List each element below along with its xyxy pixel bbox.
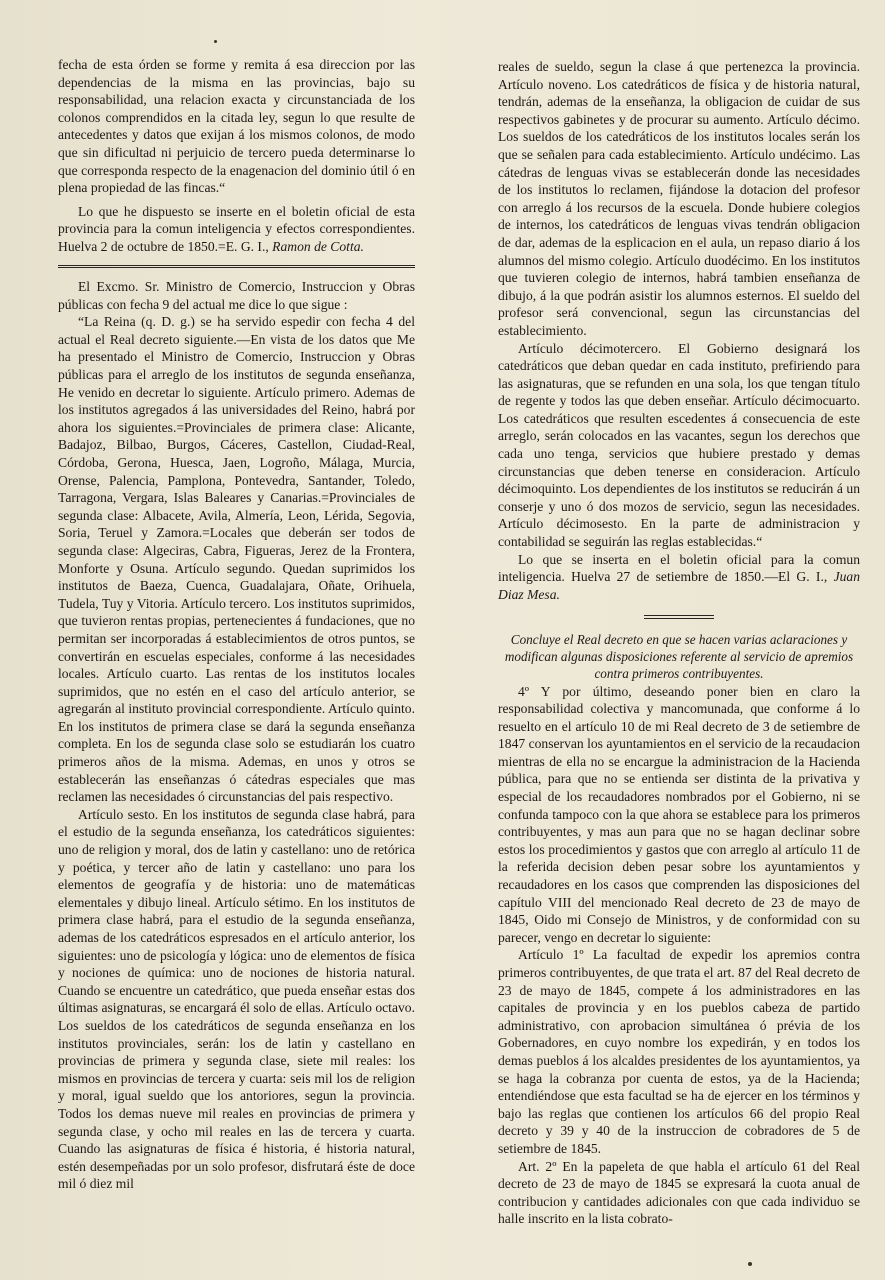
short-divider	[644, 615, 714, 619]
closing-paragraph	[498, 551, 860, 604]
decree-paragraph: Artículo décimotercero. El Gobierno designará los catedráticos que deban quedar en cada instituto, prefiriendo para las asignaturas, que se refunden en una sola, los que tengan título de regente y todos las que deben enseñar. Artículo décimocuarto. Los catedráticos que resulten escedentes á consecuencia de este arreglo, serán colocados en las vacantes, segun los derechos que cada uno tenga, servicios que hubiere prestado y demas circunstancias que deben tenerse en consideracion. Artículo décimoquinto. Los dependientes de los institutos se reducirán á un conserje y uno ó dos mozos de servicio, segun las necesidades. Artículo décimosesto. En la parte de administracion y contabilidad se seguirán las reglas establecidas.“	[498, 340, 860, 550]
decree-paragraph: Artículo sesto. En los institutos de segunda clase habrá, para el estudio de la segunda enseñanza, los catedráticos siguientes: uno de religion y moral, dos de latin y castellano: uno de retórica y poética, y tercer año de latin y castellano: uno para los elementos de geografía y de historia: uno de matemáticas elementales y dibujo lineal. Artículo sétimo. En los institutos de primera clase habrá, para el estudio de la segunda enseñanza, ademas de los catedráticos espresados en el artículo anterior, los siguientes: uno de psicología y lógica: uno de elementos de física y nociones de química: uno de nociones de historia natural. Cuando se encuentre un catedrático, que pueda enseñar estas dos últimas asignaturas, se encargará él solo de ellas. Artículo octavo. Los sueldos de los catedráticos de segunda enseñanza en los institutos provinciales, serán: los de latin y castellano en provincias de primera y segunda clase, siete mil reales: los mismos en provincias de tercera y cuarta: seis mil los de religion y moral, igual sueldo que los antoriores, segun la provincia. Todos los demas nueve mil reales en provincias de primera y segunda clase, y ocho mil reales en las de tercera y cuarta. Cuando las asignaturas de física é historia, é historia natural, estén desempeñadas por un solo profesor, disfrutará éste de doce mil ó diez mil	[58, 806, 415, 1192]
print-mark	[748, 1262, 752, 1266]
intro-paragraph: fecha de esta órden se forme y remita á esa direccion por las dependencias de la misma en las provincias, bajo su responsabilidad, una relacion exacta y circunstanciada de los colonos comprendidos en la citada ley, segun lo que resulte de antecedentes y datos que exijan á los mismos colonos, de modo que sin dificultad ni perjuicio de tercero pueda determinarse lo que corresponda respecto de la enagenacion del dominio útil ó en plena propiedad de las fincas.“	[58, 57, 415, 196]
decree-paragraph: 4º Y por último, deseando poner bien en claro la responsabilidad colectiva y mancomunada, que conforme á lo resuelto en el artículo 10 de mi Real decreto de 3 de setiembre de 1847 conservan los ayuntamientos en el servicio de la recaudacion mientras de ella no se encargue la administracion de la Hacienda pública, para que no se entienda ser distinta de la privativa y especial de los recaudadores nombrados por el Gobierno, ni se confunda tampoco con la que ahora se establece para los primeros contribuyentes, y mas aun para que no se hagan declinar sobre estos los procedimientos y gastos que con arreglo al artículo 11 de la referida decision deben pesar sobre los ayuntamientos y recaudadores en los casos que comprenden las disposiciones del capítulo VIII del mencionado Real decreto de 23 de mayo de 1845, Oido mi Consejo de Ministros, y de conformidad con su parecer, vengo en decretar lo siguiente:	[498, 683, 860, 945]
section-heading: Concluye el Real decreto en que se hacen varias aclaraciones y modifican algunas disposiciones referente al servicio de apremios contra primeros contribuyentes.	[504, 631, 854, 682]
article-paragraph: Artículo 1º La facultad de expedir los apremios contra primeros contribuyentes, de que trata el art. 87 del Real decreto de 23 de mayo de 1845, compete á los administradores en las capitales de provincia y en los pueblos cabeza de partido administrativo, con aprobacion simultánea ó prévia de los Gobernadores, en cuyo nombre los expedirán, y en todos los demas pueblos á los alcaldes presidentes de los ayuntamientos, ya se haga la cobranza por cuenta de estos, ya de la Hacienda; entendiéndose que esta facultad se ha de ejercer en los términos y bajo las reglas que contienen los artículos 66 del propio Real decreto y 39 y 40 de la instruccion de cobradores de 5 de setiembre de 1845.	[498, 947, 860, 1156]
closing-signature: Ramon de Cotta.	[272, 238, 364, 254]
decree-heading: El Excmo. Sr. Ministro de Comercio, Instruccion y Obras públicas con fecha 9 del actual me dice lo que sigue :	[58, 279, 415, 312]
decree-paragraph: “La Reina (q. D. g.) se ha servido espedir con fecha 4 del actual el Real decreto siguiente.—En vista de los datos que Me ha presentado el Ministro de Comercio, Instruccion y Obras públicas para el arreglo de los institutos de segunda enseñanza, He venido en decretar lo siguiente. Artículo primero. Ademas de los institutos agregados á las universidades del Reino, habrá por ahora los siguientes.=Provinciales de primera clase: Alicante, Badajoz, Bilbao, Burgos, Cáceres, Castellon, Ciudad-Real, Córdoba, Gerona, Huesca, Jaen, Logroño, Málaga, Murcia, Orense, Palencia, Pamplona, Pontevedra, Santander, Toledo, Tarragona, Vergara, Islas Baleares y Canarias.=Provinciales de segunda clase: Albacete, Avila, Almería, Leon, Lérida, Segovia, Soria, Teruel y Zamora.=Locales que deberán ser todos de segunda clase: Algeciras, Cabra, Figueras, Jerez de la Frontera, Monforte y Osuna. Artículo segundo. Quedan suprimidos los institutos de Baeza, Cuenca, Guadalajara, Oñate, Orihuela, Tudela, Tuy y Vitoria. Artículo tercero. Los institutos suprimidos, que tuvieron rentas propias, pertenecientes á fundaciones, que no permitan ser incorporadas á establecimientos de otros puntos, se convertirán en escuelas especiales, conforme á las necesidades locales. Artículo cuarto. Las rentas de los institutos locales suprimidos, que no estén en el caso del artículo anterior, se agregarán al instituto provincial correspondiente. Artículo quinto. En los institutos de primera clase se dará la segunda enseñanza completa. En los de segunda clase solo se estudiarán los cuatro primeros años de la misma. Ademas, en unos y otros se establecerán las enseñanzas ó cátedras especiales que mas reclamen las necesidades ó circunstancias del pais respectivo.	[58, 314, 415, 805]
closing-text: Lo que he dispuesto se inserte en el boletin oficial de esta provincia para la comun inteligencia y efectos correspondientes. Huelva 2 de octubre de 1850.=E. G. I.,	[58, 203, 415, 254]
closing-text: Lo que se inserta en el boletin oficial para la comun inteligencia. Huelva 27 de setiembre de 1850.—El G. I.,	[498, 551, 860, 585]
article-paragraph: Art. 2º En la papeleta de que habla el artículo 61 del Real decreto de 23 de mayo de 1845 se expresará la cuota anual de contribucion y cantidades adicionales con que cada individuo se halle inscrito en la lista cobrato-	[498, 1158, 860, 1227]
right-column	[498, 58, 860, 1228]
left-column	[58, 56, 415, 1193]
closing-paragraph	[58, 203, 415, 256]
section-divider	[58, 265, 415, 269]
closing-signature: Juan Diaz Mesa.	[498, 569, 860, 602]
decree-continuation: reales de sueldo, segun la clase á que pertenezca la provincia. Artículo noveno. Los catedráticos de física y de historia natural, tendrán, ademas de la enseñanza, la obligacion de cuidar de sus respectivos gabinetes y de procurar su aumento. Artículo décimo. Los sueldos de los catedráticos de los institutos locales serán los que se señalen para cada establecimiento. Artículo undécimo. Las cátedras de lenguas vivas se establecerán donde las necesidades de los institutos lo reclamen, fijándose la dotacion del profesor con arreglo á los recursos de la escuela. Donde hubiere colegios de internos, los catedráticos de lenguas vivas tendrán obligacion de dar, ademas de la esplicacion en el aula, un repaso diario á los alumnos del mismo colegio. Artículo duodécimo. En los institutos que tuvieren colegio de internos, habrá tambien enseñanza de dibujo, á la que podrán asistir los alumnos esternos. El sueldo del profesor será convencional, segun las circunstancias del establecimiento.	[498, 59, 860, 338]
print-mark	[214, 40, 217, 43]
